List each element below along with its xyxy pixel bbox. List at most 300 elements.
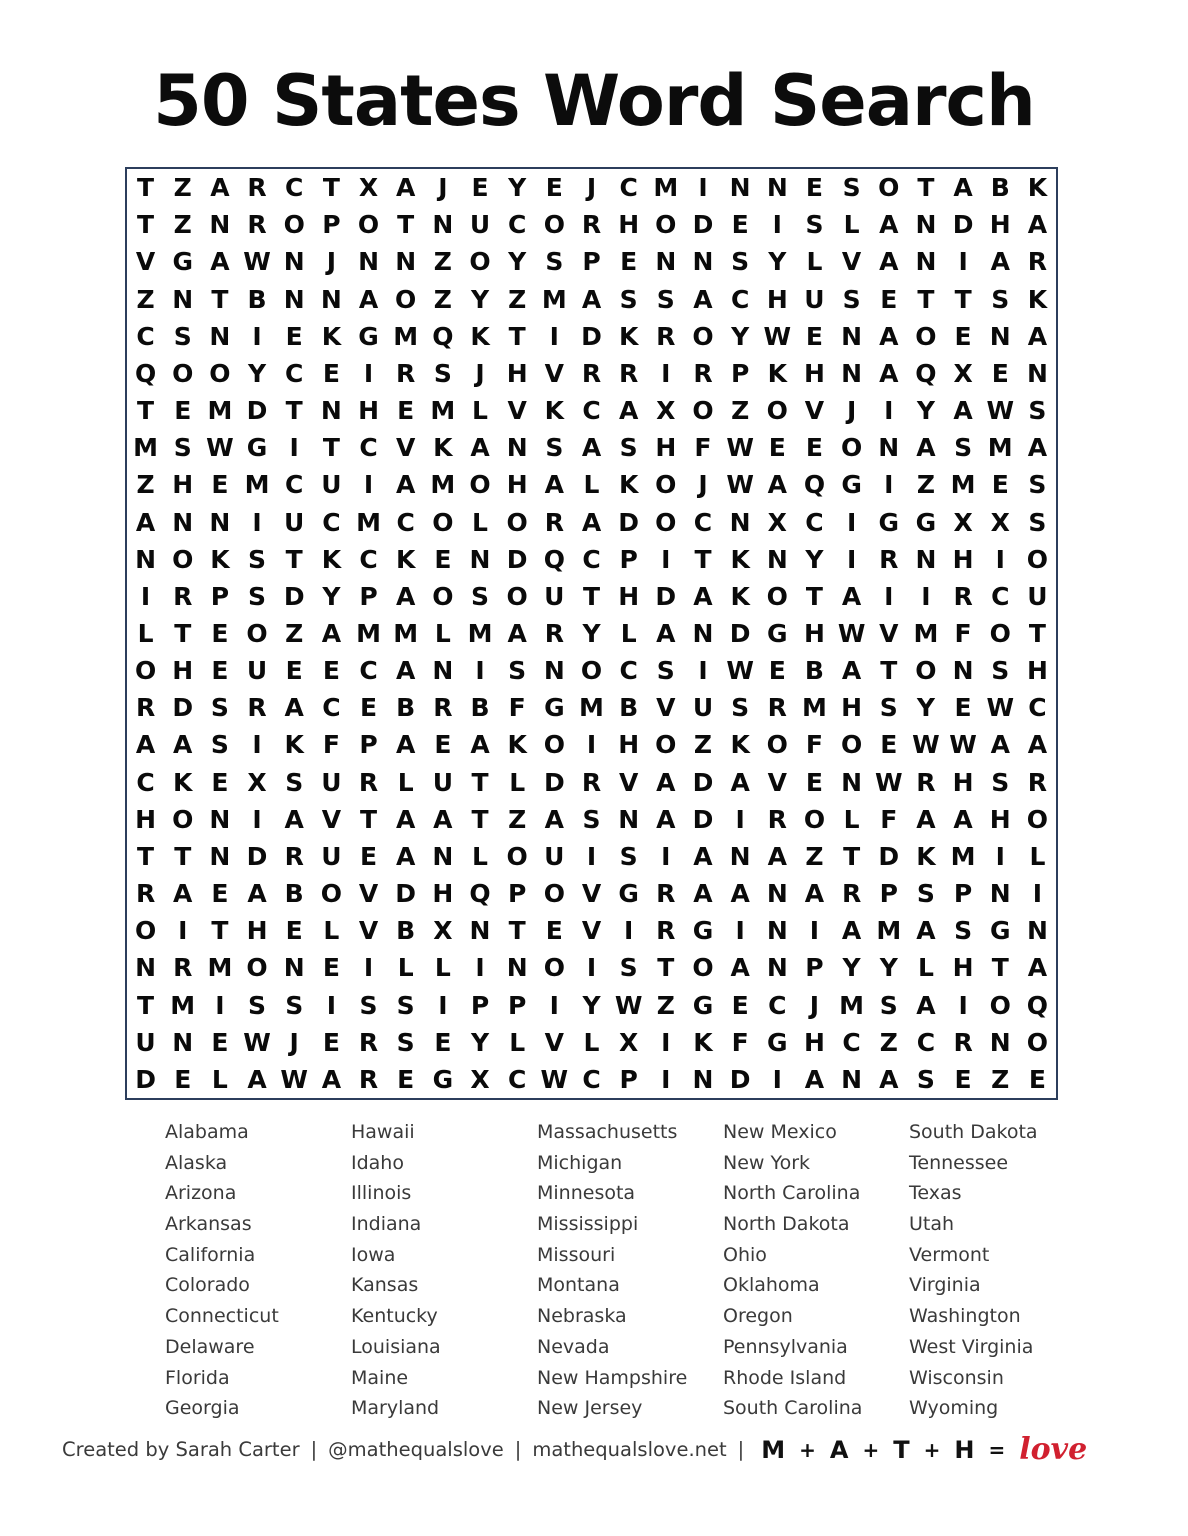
grid-cell: V — [544, 358, 564, 388]
grid-cell: T — [211, 916, 229, 946]
grid-cell: I — [884, 470, 894, 500]
grid-cell: T — [880, 656, 898, 686]
grid-cell: C — [1028, 693, 1047, 723]
grid-cell: E — [731, 210, 749, 240]
grid-cell: K — [210, 544, 230, 574]
word-list-item: Pennsylvania — [723, 1335, 848, 1358]
grid-cell: E — [731, 990, 749, 1020]
grid-cell: I — [586, 730, 597, 760]
logo-letter-h: H — [954, 1435, 975, 1464]
grid-cell: L — [472, 396, 488, 426]
grid-cell: A — [396, 173, 416, 203]
grid-cell: K — [916, 841, 936, 871]
grid-cell: W — [540, 1064, 569, 1094]
grid-cell: Z — [731, 396, 750, 426]
grid-cell: M — [393, 321, 419, 351]
grid-cell: R — [619, 358, 639, 388]
word-list-item: Alabama — [165, 1121, 249, 1143]
footer-separator: | — [514, 1438, 522, 1461]
grid-cell: U — [321, 470, 342, 500]
grid-cell: E — [545, 173, 563, 203]
grid-cell: O — [655, 210, 677, 240]
grid-cell: K — [544, 396, 565, 426]
grid-cell: R — [916, 767, 936, 797]
grid-cell: H — [1026, 656, 1048, 686]
grid-cell: W — [280, 1064, 308, 1094]
grid-cell: H — [506, 470, 528, 500]
grid-cell: V — [358, 916, 379, 946]
grid-cell: Z — [879, 1027, 898, 1057]
grid-cell: Y — [508, 173, 527, 203]
grid-cell: J — [846, 396, 857, 426]
grid-cell: P — [582, 247, 601, 277]
grid-cell: E — [285, 656, 303, 686]
grid-cell: D — [246, 841, 268, 871]
grid-cell: C — [396, 507, 415, 537]
grid-cell: P — [508, 879, 527, 909]
grid-cell: K — [396, 544, 416, 574]
grid-cell: E — [322, 953, 340, 983]
grid-cell: A — [396, 470, 416, 500]
grid-cell: O — [469, 470, 491, 500]
grid-cell: N — [209, 507, 231, 537]
grid-cell: T — [508, 321, 526, 351]
grid-cell: H — [841, 693, 863, 723]
grid-cell: S — [508, 656, 527, 686]
grid-cell: Z — [916, 470, 935, 500]
grid-cell: T — [137, 396, 155, 426]
grid-cell: A — [916, 916, 936, 946]
word-list-item: Vermont — [909, 1243, 990, 1266]
word-list-item: Wyoming — [909, 1397, 999, 1420]
grid-cell: O — [692, 953, 714, 983]
grid-cell: A — [804, 1064, 825, 1094]
grid-cell: A — [581, 507, 602, 537]
word-list-item: Minnesota — [537, 1182, 636, 1205]
grid-cell: Y — [470, 1027, 490, 1057]
grid-cell: L — [323, 916, 340, 946]
grid-cell: N — [209, 321, 231, 351]
grid-cell: W — [986, 396, 1015, 426]
grid-cell: Q — [432, 321, 454, 351]
grid-cell: O — [283, 210, 305, 240]
word-list-column — [723, 1118, 909, 1425]
grid-cell: T — [1028, 618, 1046, 648]
grid-cell: I — [661, 1027, 671, 1057]
logo-plus: + — [923, 1437, 941, 1462]
grid-cell: P — [322, 210, 341, 240]
grid-cell: M — [913, 618, 939, 648]
grid-cell: I — [549, 990, 559, 1020]
grid-cell: T — [694, 544, 712, 574]
grid-cell: Y — [916, 693, 935, 723]
grid-cell: N — [506, 433, 528, 463]
grid-cell: N — [320, 284, 342, 314]
footer-credit: Created by Sarah Carter — [62, 1438, 300, 1461]
grid-cell: E — [768, 656, 786, 686]
logo-plus: + — [862, 1437, 880, 1462]
grid-cell: A — [1027, 210, 1048, 240]
grid-cell: T — [322, 433, 340, 463]
logo-love-script: love — [1019, 1432, 1088, 1467]
logo-letter-m: M — [761, 1435, 786, 1464]
grid-cell: G — [989, 916, 1011, 946]
math-equals-love-logo — [754, 1432, 1094, 1467]
grid-cell: W — [614, 990, 643, 1020]
grid-cell: R — [358, 1027, 379, 1057]
grid-cell: D — [655, 581, 677, 611]
grid-cell: G — [544, 693, 565, 723]
grid-cell: Z — [173, 210, 192, 240]
grid-cell: E — [954, 693, 972, 723]
grid-cell: N — [432, 210, 454, 240]
word-list-item: Oklahoma — [723, 1274, 820, 1297]
grid-cell: I — [252, 730, 262, 760]
grid-cell: I — [846, 544, 857, 574]
grid-cell: E — [805, 433, 823, 463]
grid-cell: I — [252, 321, 262, 351]
grid-cell: E — [805, 767, 823, 797]
grid-cell: A — [433, 804, 453, 834]
grid-cell: T — [917, 173, 935, 203]
grid-cell: S — [619, 841, 638, 871]
grid-cell: S — [991, 284, 1010, 314]
grid-cell: O — [172, 358, 194, 388]
grid-cell: I — [772, 1064, 782, 1094]
grid-cell: O — [766, 581, 788, 611]
grid-cell: A — [1027, 321, 1048, 351]
grid-cell: V — [804, 396, 825, 426]
grid-cell: E — [471, 173, 489, 203]
grid-cell: E — [768, 433, 786, 463]
grid-cell: R — [879, 544, 899, 574]
grid-cell: K — [470, 321, 490, 351]
grid-cell: O — [989, 990, 1011, 1020]
grid-cell: I — [326, 990, 337, 1020]
grid-cell: H — [618, 730, 640, 760]
grid-cell: C — [916, 1027, 936, 1057]
grid-cell: K — [321, 544, 342, 574]
grid-cell: U — [246, 656, 268, 686]
word-list-item: South Dakota — [909, 1121, 1038, 1143]
grid-cell: A — [693, 581, 713, 611]
grid-cell: E — [211, 767, 229, 797]
grid-cell: I — [735, 916, 745, 946]
grid-cell: H — [618, 210, 640, 240]
grid-cell: L — [843, 210, 860, 240]
grid-cell: H — [952, 953, 974, 983]
grid-cell: N — [655, 247, 677, 277]
grid-cell: A — [879, 1064, 899, 1094]
word-list-column — [909, 1118, 1095, 1425]
grid-cell: K — [1027, 173, 1048, 203]
grid-cell: O — [543, 879, 565, 909]
grid-cell: B — [396, 693, 416, 723]
grid-cell: B — [804, 656, 824, 686]
grid-cell: R — [284, 841, 304, 871]
grid-cell: K — [730, 730, 750, 760]
grid-cell: R — [581, 358, 602, 388]
grid-cell: I — [586, 953, 597, 983]
grid-cell: E — [954, 321, 972, 351]
grid-cell: I — [698, 656, 708, 686]
grid-cell: N — [358, 247, 379, 277]
word-list-item: Ohio — [723, 1243, 767, 1266]
grid-cell: H — [952, 544, 974, 574]
grid-cell: Z — [136, 470, 155, 500]
grid-cell: K — [433, 433, 453, 463]
grid-cell: A — [953, 173, 973, 203]
grid-cell: R — [767, 693, 787, 723]
grid-cell: Q — [543, 544, 565, 574]
grid-cell: N — [469, 916, 491, 946]
grid-cell: Y — [508, 247, 527, 277]
grid-cell: I — [475, 953, 485, 983]
grid-cell: M — [207, 396, 233, 426]
grid-cell: A — [396, 581, 416, 611]
grid-cell: X — [433, 916, 453, 946]
grid-cell: S — [991, 767, 1010, 797]
grid-cell: H — [358, 396, 379, 426]
grid-cell: N — [915, 247, 937, 277]
grid-cell: N — [915, 210, 937, 240]
grid-cell: O — [1026, 544, 1049, 574]
grid-cell: I — [252, 507, 262, 537]
grid-cell: T — [285, 396, 303, 426]
grid-cell: C — [582, 544, 601, 574]
grid-cell: O — [989, 618, 1011, 648]
grid-cell: O — [543, 730, 565, 760]
grid-cell: R — [581, 210, 602, 240]
grid-cell: A — [135, 730, 156, 760]
word-list-item: North Dakota — [723, 1213, 850, 1236]
grid-cell: O — [134, 916, 157, 946]
grid-cell: R — [433, 693, 453, 723]
grid-cell: C — [285, 358, 304, 388]
word-list-item: New Mexico — [723, 1121, 837, 1143]
grid-cell: I — [772, 210, 782, 240]
grid-cell: I — [661, 1064, 671, 1094]
grid-cell: M — [802, 693, 827, 723]
grid-cell: T — [137, 841, 155, 871]
grid-cell: A — [284, 804, 304, 834]
grid-cell: D — [395, 879, 417, 909]
grid-cell: Z — [805, 841, 824, 871]
word-list-item: Texas — [909, 1182, 962, 1205]
grid-cell: J — [289, 1027, 299, 1057]
word-list-item: Indiana — [351, 1213, 422, 1236]
grid-cell: T — [582, 581, 601, 611]
grid-cell: Y — [247, 358, 267, 388]
grid-cell: O — [134, 656, 157, 686]
grid-cell: S — [1028, 470, 1047, 500]
grid-cell: J — [475, 358, 485, 388]
grid-cell: D — [135, 1064, 156, 1094]
grid-cell: N — [692, 247, 714, 277]
grid-cell: M — [133, 433, 159, 463]
grid-cell: D — [692, 767, 714, 797]
grid-cell: V — [656, 693, 676, 723]
grid-cell: H — [989, 804, 1011, 834]
word-list-item: Arizona — [165, 1182, 237, 1205]
word-list-item: Maryland — [351, 1397, 440, 1420]
grid-cell: S — [805, 210, 824, 240]
grid-cell: O — [655, 730, 677, 760]
grid-cell: P — [470, 990, 490, 1020]
word-list-item: Idaho — [351, 1151, 404, 1174]
grid-cell: R — [1027, 767, 1048, 797]
grid-cell: S — [619, 433, 638, 463]
grid-cell: S — [842, 173, 861, 203]
grid-cell: E — [545, 916, 563, 946]
grid-cell: H — [432, 879, 454, 909]
grid-cell: I — [475, 656, 485, 686]
word-list-item: Georgia — [165, 1397, 240, 1420]
word-list-column — [165, 1118, 351, 1425]
grid-cell: C — [619, 656, 638, 686]
grid-cell: R — [953, 581, 973, 611]
grid-cell: F — [805, 730, 823, 760]
grid-cell: U — [544, 841, 565, 871]
grid-cell: E — [359, 693, 378, 723]
grid-cell: D — [729, 1064, 751, 1094]
grid-cell: Z — [173, 173, 192, 203]
grid-cell: S — [210, 693, 229, 723]
grid-cell: K — [618, 321, 639, 351]
grid-cell: D — [506, 544, 528, 574]
grid-cell: N — [729, 841, 751, 871]
grid-cell: L — [434, 953, 451, 983]
grid-cell: O — [395, 284, 417, 314]
grid-cell: N — [135, 544, 157, 574]
grid-cell: L — [397, 767, 414, 797]
grid-cell: T — [211, 284, 229, 314]
grid-cell: X — [619, 1027, 639, 1057]
grid-cell: F — [880, 804, 898, 834]
grid-cell: M — [987, 433, 1013, 463]
word-list-item: Delaware — [165, 1335, 255, 1358]
grid-cell: T — [471, 804, 489, 834]
grid-cell: H — [135, 804, 157, 834]
grid-cell: T — [360, 804, 378, 834]
grid-cell: V — [841, 247, 862, 277]
grid-cell: O — [172, 804, 194, 834]
grid-cell: B — [470, 693, 490, 723]
logo-letter-t: T — [893, 1435, 910, 1464]
word-list-item: Missouri — [537, 1243, 616, 1266]
grid-cell: I — [140, 581, 151, 611]
word-list-item: Rhode Island — [723, 1366, 847, 1389]
grid-cell: O — [1026, 804, 1049, 834]
word-list-item: Kansas — [351, 1274, 419, 1297]
grid-cell: H — [506, 358, 528, 388]
grid-cell: A — [990, 247, 1010, 277]
grid-cell: A — [581, 433, 602, 463]
grid-cell: A — [247, 879, 267, 909]
grid-cell: I — [252, 804, 262, 834]
grid-cell: C — [582, 1064, 601, 1094]
grid-cell: A — [656, 618, 676, 648]
grid-cell: T — [137, 210, 155, 240]
grid-cell: A — [879, 247, 899, 277]
word-list-column — [537, 1118, 723, 1425]
grid-cell: I — [661, 358, 671, 388]
word-list-item: Iowa — [351, 1243, 396, 1266]
grid-cell: Q — [915, 358, 937, 388]
grid-cell: A — [953, 396, 973, 426]
grid-cell: G — [692, 916, 714, 946]
grid-cell: W — [243, 1027, 271, 1057]
grid-cell: I — [661, 841, 671, 871]
grid-cell: T — [508, 916, 526, 946]
grid-cell: Y — [470, 284, 490, 314]
grid-cell: S — [285, 767, 304, 797]
grid-cell: Z — [285, 618, 304, 648]
grid-cell: P — [730, 358, 750, 388]
grid-cell: H — [803, 1027, 825, 1057]
grid-cell: N — [432, 841, 454, 871]
grid-cell: N — [506, 953, 528, 983]
grid-cell: A — [1027, 953, 1048, 983]
word-list-item: Virginia — [909, 1274, 981, 1297]
grid-cell: I — [995, 841, 1005, 871]
word-list-item: North Carolina — [723, 1182, 861, 1205]
grid-cell: E — [174, 1064, 192, 1094]
grid-cell: A — [173, 879, 193, 909]
grid-cell: Z — [433, 284, 452, 314]
grid-cell: V — [544, 1027, 564, 1057]
grid-cell: A — [879, 321, 899, 351]
grid-cell: V — [618, 767, 639, 797]
grid-cell: A — [507, 618, 527, 648]
grid-cell: T — [174, 841, 192, 871]
grid-cell: E — [954, 1064, 972, 1094]
grid-cell: L — [472, 841, 488, 871]
grid-cell: W — [837, 618, 866, 648]
word-list-item: New Hampshire — [537, 1366, 688, 1389]
grid-cell: I — [586, 841, 597, 871]
grid-cell: R — [396, 358, 416, 388]
grid-cell: G — [172, 247, 193, 277]
grid-cell: N — [841, 321, 863, 351]
grid-cell: C — [991, 581, 1010, 611]
grid-cell: M — [207, 953, 233, 983]
grid-cell: R — [656, 321, 676, 351]
grid-cell: E — [211, 879, 229, 909]
grid-cell: Z — [508, 284, 527, 314]
word-list-item: Hawaii — [351, 1121, 415, 1143]
grid-cell: D — [729, 618, 751, 648]
grid-cell: W — [726, 470, 754, 500]
grid-cell: S — [842, 284, 861, 314]
grid-cell: K — [284, 730, 304, 760]
grid-cell: K — [321, 321, 342, 351]
grid-cell: T — [137, 173, 155, 203]
word-list-item: New York — [723, 1151, 811, 1174]
word-list-item: New Jersey — [537, 1397, 643, 1420]
grid-cell: M — [244, 470, 270, 500]
grid-cell: A — [953, 804, 973, 834]
grid-cell: R — [173, 581, 193, 611]
grid-cell: W — [206, 433, 234, 463]
grid-cell: O — [580, 656, 603, 686]
grid-cell: C — [619, 173, 638, 203]
grid-cell: H — [172, 470, 194, 500]
grid-cell: W — [986, 693, 1015, 723]
grid-cell: N — [432, 656, 454, 686]
grid-cell: Y — [768, 247, 787, 277]
grid-cell: G — [915, 507, 937, 537]
